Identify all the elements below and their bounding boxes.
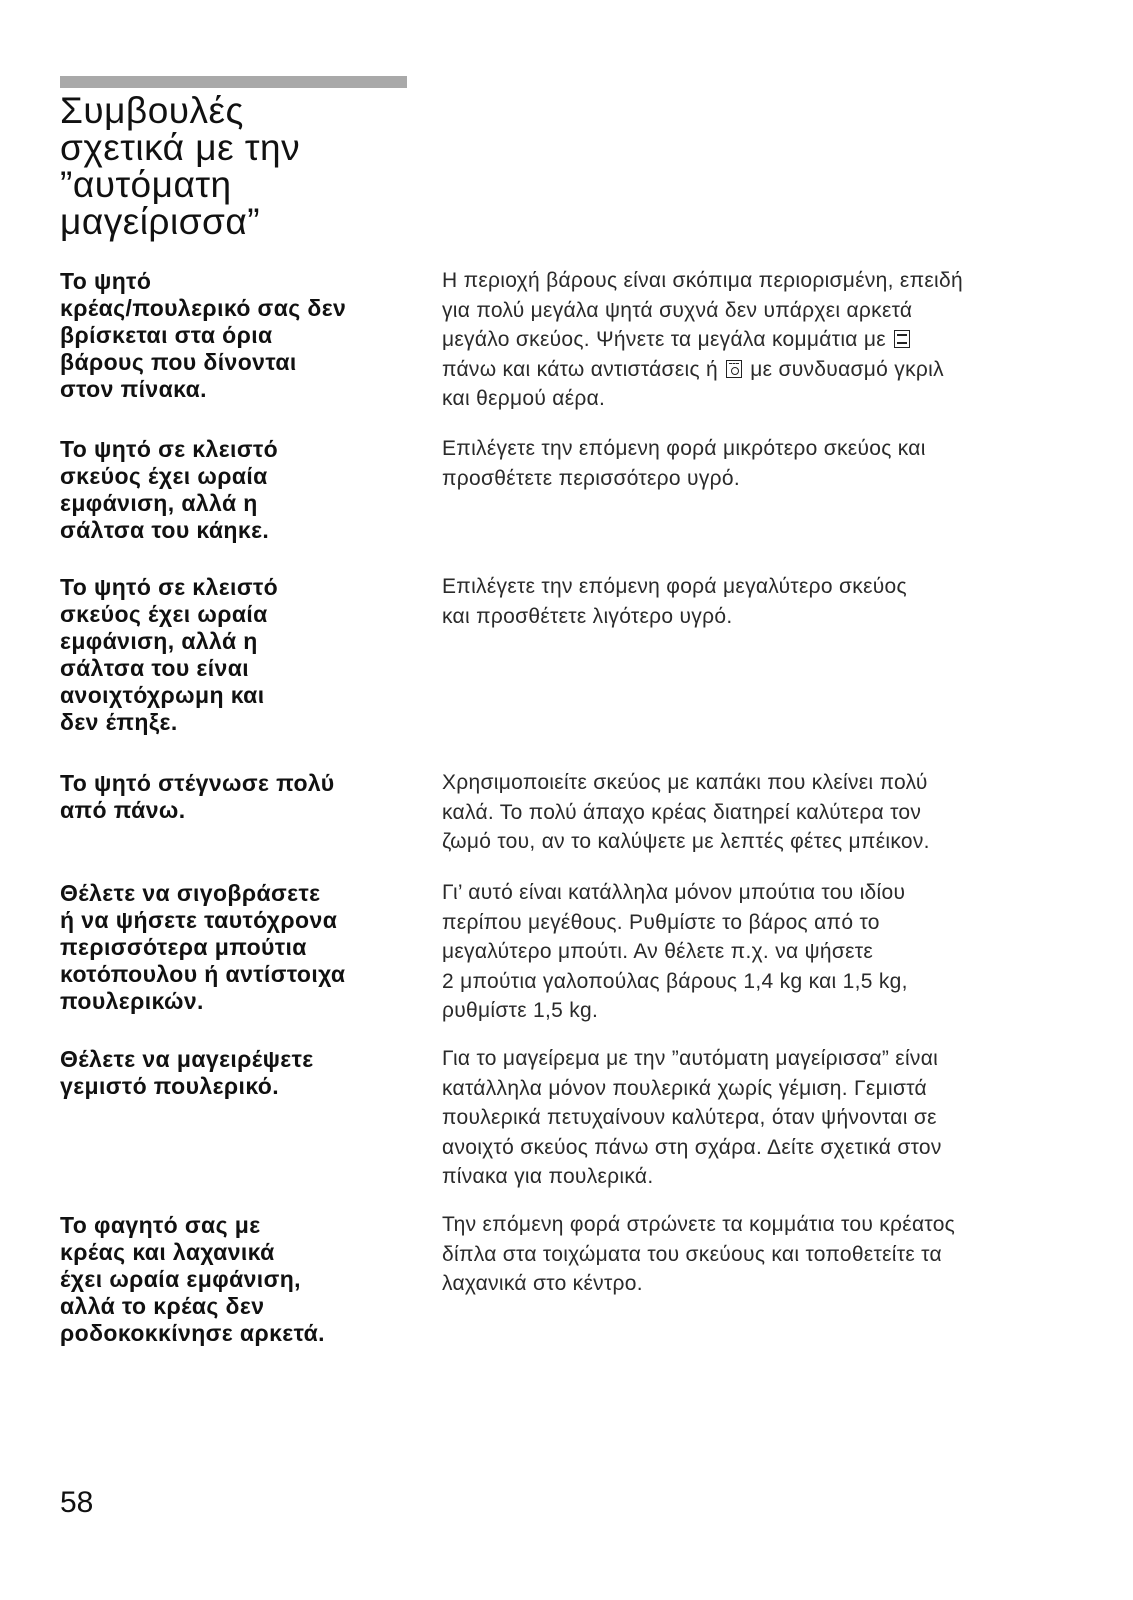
problem-line: Θέλετε να σιγοβράσετε (60, 880, 321, 906)
solution-line: μεγαλύτερο μπούτι. Αν θέλετε π.χ. να ψήσετε (442, 940, 874, 963)
problem-line: δεν έπηξε. (60, 709, 178, 735)
tip-6-solution (442, 1044, 1082, 1192)
solution-line: λαχανικά στο κέντρο. (442, 1272, 643, 1295)
solution-line: Για το μαγείρεμα με την ”αυτόματη μαγείρισσα” είναι (442, 1047, 939, 1070)
page-number: 58 (60, 1486, 94, 1519)
tip-6-problem (60, 1046, 410, 1100)
problem-line: Το ψητό στέγνωσε πολύ (60, 770, 335, 796)
solution-line: Γι’ αυτό είναι κατάλληλα μόνον μπούτια του ιδίου (442, 881, 906, 904)
solution-line: Επιλέγετε την επόμενη φορά μεγαλύτερο σκεύος (442, 575, 907, 598)
solution-line (442, 355, 1082, 385)
tip-2-problem (60, 436, 410, 544)
problem-line: αλλά το κρέας δεν (60, 1293, 265, 1319)
solution-line: ζωμό του, αν το καλύψετε με λεπτές φέτες μπέικον. (442, 830, 930, 853)
top-bottom-heat-icon (894, 330, 910, 348)
title-rule (60, 76, 407, 88)
page-title (60, 92, 420, 240)
title-line: μαγείρισσα” (60, 201, 261, 242)
title-line: σχετικά με την (60, 127, 301, 168)
problem-line: κρέας/πουλερικό σας δεν (60, 295, 347, 321)
tip-3-problem (60, 574, 410, 736)
solution-line: Η περιοχή βάρους είναι σκόπιμα περιορισμένη, επειδή (442, 269, 963, 292)
solution-line: και θερμού αέρα. (442, 387, 606, 410)
problem-line: στον πίνακα. (60, 376, 207, 402)
solution-line: καλά. Το πολύ άπαχο κρέας διατηρεί καλύτερα τον (442, 800, 922, 824)
problem-line: έχει ωραία εμφάνιση, (60, 1266, 301, 1292)
tip-3-solution (442, 572, 1082, 631)
tip-5-solution (442, 878, 1082, 1026)
solution-text: με συνδυασμό γκριλ (750, 357, 944, 381)
solution-line: ρυθμίστε 1,5 kg. (442, 999, 599, 1022)
problem-line: εμφάνιση, αλλά η (60, 490, 258, 516)
title-line: Συμβουλές (60, 90, 244, 131)
solution-line: 2 μπούτια γαλοπούλας βάρους 1,4 kg και 1,5 kg, (442, 969, 908, 993)
problem-line: βάρους που δίνονται (60, 349, 297, 375)
problem-line: κρέας και λαχανικά (60, 1239, 275, 1265)
solution-text: μεγάλο σκεύος. Ψήνετε τα μεγάλα κομμάτια με (442, 328, 886, 351)
solution-line: Επιλέγετε την επόμενη φορά μικρότερο σκεύος και (442, 437, 926, 460)
problem-line: σκεύος έχει ωραία (60, 601, 268, 627)
problem-line: γεμιστό πουλερικό. (60, 1073, 280, 1099)
tip-1-problem (60, 268, 410, 403)
problem-line: από πάνω. (60, 797, 186, 823)
solution-line: Την επόμενη φορά στρώνετε τα κομμάτια του κρέατος (442, 1213, 956, 1236)
solution-line: κατάλληλα μόνον πουλερικά χωρίς γέμιση. Γεμιστά (442, 1076, 927, 1100)
solution-text: πάνω και κάτω αντιστάσεις ή (442, 357, 718, 381)
solution-line: περίπου μεγέθους. Ρυθμίστε το βάρος από το (442, 910, 880, 934)
solution-line: ανοιχτό σκεύος πάνω στη σχάρα. Δείτε σχετικά στον (442, 1135, 942, 1159)
problem-line: σάλτσα του είναι (60, 655, 250, 681)
problem-line: ή να ψήσετε ταυτόχρονα (60, 907, 338, 933)
tip-4-solution (442, 768, 1082, 857)
solution-line: Χρησιμοποιείτε σκεύος με καπάκι που κλείνει πολύ (442, 771, 928, 794)
solution-line: πουλερικά πετυχαίνουν καλύτερα, όταν ψήνονται σε (442, 1106, 937, 1129)
problem-line: Το ψητό (60, 268, 152, 294)
tip-2-solution (442, 434, 1082, 493)
solution-line (442, 325, 1082, 355)
problem-line: πουλερικών. (60, 988, 204, 1014)
problem-line: Το φαγητό σας με (60, 1212, 261, 1238)
problem-line: Θέλετε να μαγειρέψετε (60, 1046, 314, 1072)
tip-7-problem (60, 1212, 410, 1347)
tip-5-problem (60, 880, 410, 1015)
solution-line: και προσθέτετε λιγότερο υγρό. (442, 604, 733, 628)
problem-line: Το ψητό σε κλειστό (60, 436, 279, 462)
problem-line: ροδοκοκκίνησε αρκετά. (60, 1320, 325, 1346)
problem-line: βρίσκεται στα όρια (60, 322, 273, 348)
title-line: ”αυτόματη (60, 164, 232, 205)
tip-4-problem (60, 770, 410, 824)
problem-line: σάλτσα του κάηκε. (60, 517, 270, 543)
problem-line: Το ψητό σε κλειστό (60, 574, 279, 600)
problem-line: σκεύος έχει ωραία (60, 463, 268, 489)
problem-line: εμφάνιση, αλλά η (60, 628, 258, 654)
tip-7-solution (442, 1210, 1082, 1299)
tip-1-solution (442, 266, 1082, 414)
problem-line: περισσότερα μπούτια (60, 934, 307, 960)
solution-line: προσθέτετε περισσότερο υγρό. (442, 466, 740, 490)
solution-line: για πολύ μεγάλα ψητά συχνά δεν υπάρχει αρκετά (442, 298, 913, 322)
problem-line: ανοιχτόχρωμη και (60, 682, 265, 708)
grill-fan-icon (726, 360, 742, 378)
solution-line: δίπλα στα τοιχώματα του σκεύους και τοποθετείτε τα (442, 1242, 942, 1266)
solution-line: πίνακα για πουλερικά. (442, 1165, 654, 1188)
problem-line: κοτόπουλου ή αντίστοιχα (60, 961, 346, 987)
